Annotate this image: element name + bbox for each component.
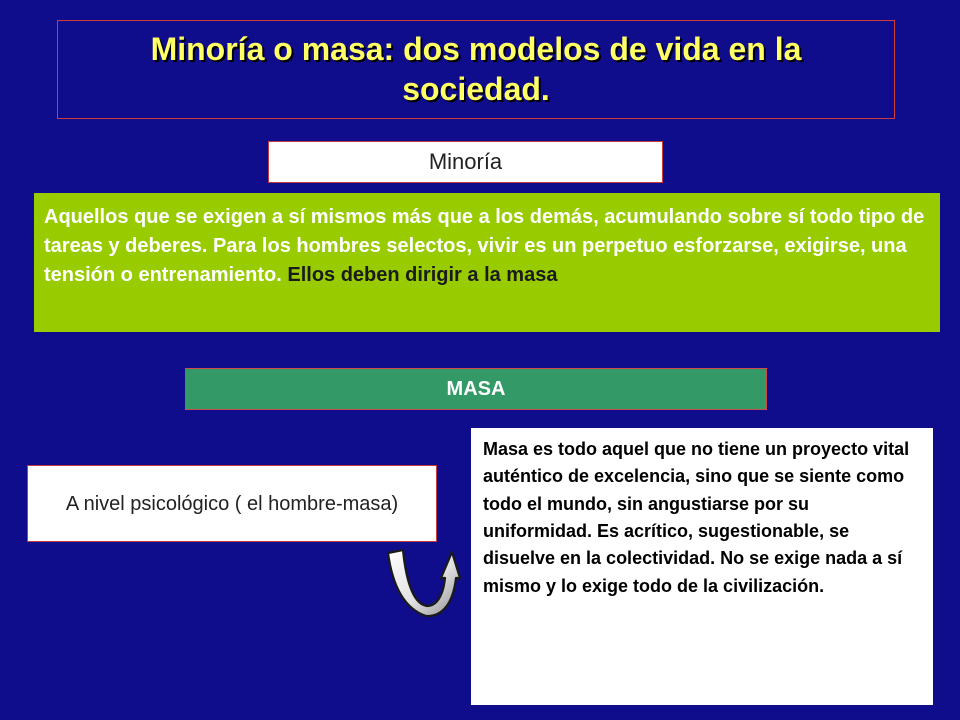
minoria-description-main: Aquellos que se exigen a sí mismos más que a los demás, acumulando sobre sí todo tipo de tareas y deberes. Para los hombres selectos, vivir es un perpetuo esforzarse, exigirse, una tensión o entrenamiento.	[44, 206, 925, 286]
masa-description: Masa es todo aquel que no tiene un proyecto vital auténtico de excelencia, sino que se siente como todo el mundo, sin angustiarse por su uniformidad. Es acrítico, sugestionable, se disuelve en la colectividad. No se exige nada a sí mismo y lo exige todo de la civilización.	[471, 428, 933, 705]
minoria-description	[34, 193, 940, 332]
slide-title: Minoría o masa: dos modelos de vida en la sociedad.	[57, 20, 895, 119]
curved-u-turn-arrow-icon	[384, 540, 469, 618]
minoria-label: Minoría	[268, 141, 663, 183]
psychological-level-box: A nivel psicológico ( el hombre-masa)	[27, 465, 437, 542]
minoria-description-emphasis: Ellos deben dirigir a la masa	[287, 264, 558, 286]
masa-label: MASA	[185, 368, 767, 410]
